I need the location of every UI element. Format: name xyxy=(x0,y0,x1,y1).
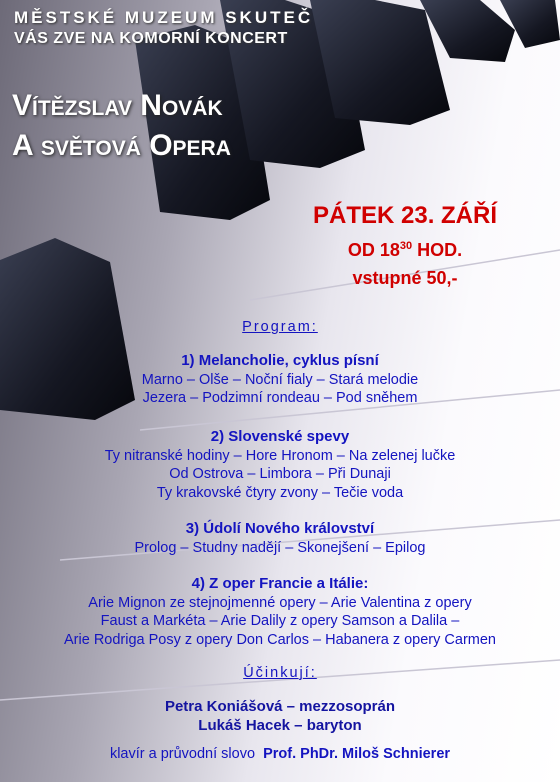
performers xyxy=(0,698,560,735)
section-heading: 4) Z oper Francie a Itálie: xyxy=(191,575,369,592)
singer: Petra Koniášová – mezzosoprán xyxy=(164,698,396,715)
program-section-2 xyxy=(0,428,560,502)
title-line-2: A světová Opera xyxy=(12,129,231,162)
header xyxy=(14,8,313,48)
time-minutes: 30 xyxy=(399,240,413,252)
museum-name: MĚSTSKÉ MUZEUM SKUTEČ xyxy=(14,8,314,27)
section-line: Prolog – Studny nadějí – Skonejšení – Epilog xyxy=(134,539,426,556)
piano-credit xyxy=(0,745,560,764)
program-label: Program: xyxy=(242,319,318,335)
section-line: Arie Mignon ze stejnojmenné opery – Arie Valentina z opery xyxy=(88,594,472,611)
program-section-3 xyxy=(0,520,560,557)
program-label-row xyxy=(0,318,560,337)
time-prefix: OD 18 xyxy=(347,240,400,260)
section-line: Marno – Olše – Noční fialy – Stará melodie xyxy=(141,371,419,388)
performers-label-row xyxy=(0,664,560,683)
section-heading: 3) Údolí Nového království xyxy=(185,520,375,537)
singer: Lukáš Hacek – baryton xyxy=(198,716,362,734)
section-line: Jezera – Podzimní rondeau – Pod sněhem xyxy=(142,390,418,406)
section-line: Ty krakovské čtyry zvony – Tečie voda xyxy=(156,484,404,501)
section-line: Faust a Markéta – Arie Dalily z opery Samson a Dalila – xyxy=(100,613,460,629)
section-heading: 2) Slovenské spevy xyxy=(210,428,350,445)
title-line-1: Vítězslav Novák xyxy=(12,89,223,122)
program-section-4 xyxy=(0,575,560,649)
section-line: Ty nitranské hodiny – Hore Hronom – Na zelenej lučke xyxy=(104,447,456,464)
entry-fee: vstupné 50,- xyxy=(352,268,458,288)
concert-title xyxy=(12,86,231,166)
section-heading: 1) Melancholie, cyklus písní xyxy=(181,352,379,369)
time-suffix: HOD. xyxy=(412,240,463,260)
program-section-1 xyxy=(0,352,560,408)
section-line: Od Ostrova – Limbora – Při Dunaji xyxy=(169,466,391,482)
performers-label: Účinkují: xyxy=(243,665,317,681)
event-date: PÁTEK 23. ZÁŘÍ xyxy=(312,202,498,229)
section-line: Arie Rodriga Posy z opery Don Carlos – Habanera z opery Carmen xyxy=(64,631,496,648)
event-time xyxy=(250,240,560,261)
piano-line xyxy=(0,745,560,764)
invite-text: VÁS ZVE NA KOMORNÍ KONCERT xyxy=(14,30,288,47)
pianist-name: Prof. PhDr. Miloš Schnierer xyxy=(263,746,451,762)
piano-prefix: klavír a průvodní slovo xyxy=(109,746,256,762)
